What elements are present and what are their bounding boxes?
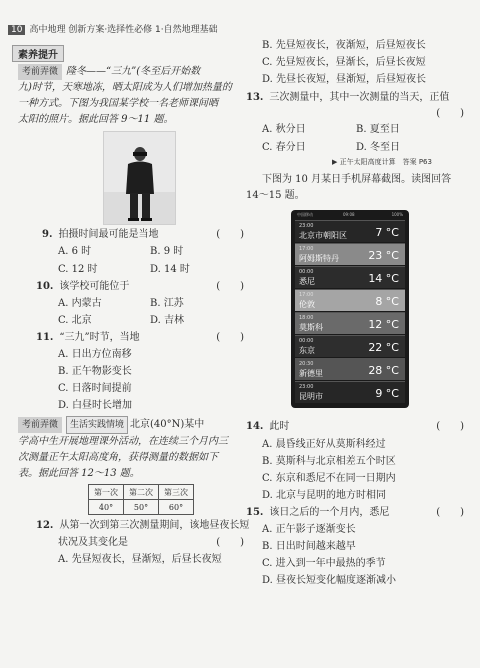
- q10-option-c: C. 北京: [58, 315, 92, 326]
- city-row: 20:30 新德里 28 °C: [295, 358, 405, 380]
- question-12: 12. 从第一次到第三次测量期间，该地昼夜长短: [36, 520, 250, 531]
- measurement-table: [88, 484, 194, 515]
- page-number: 10: [8, 25, 25, 35]
- table-cell: 60°: [159, 500, 194, 515]
- q13-option-d: D. 冬至日: [356, 142, 401, 153]
- intro-passage: 考前弄微 隆冬——“三九”(冬至后开始数 九)时节，天寒地冻，晒太阳成为人们增加热量的 一种方式。下图为我国某学校一名老师课间晒 太阳的照片。据此回答 9～11 题。: [18, 66, 232, 125]
- q14-option-c: C. 东京和悉尼不在同一日期内: [262, 473, 396, 484]
- city-row: 23:00 昆明市 9 °C: [295, 381, 405, 403]
- q15-option-a: A. 正午影子逐渐变长: [262, 524, 356, 535]
- answer-reference: ▶ 正午太阳高度计算 答案 P63: [332, 158, 432, 166]
- q11-option-c: C. 日落时间提前: [58, 383, 132, 394]
- q12-option-d: D. 先昼长夜短，昼渐短，后昼短夜长: [262, 74, 427, 85]
- q15-option-c: C. 进入到一年中最热的季节: [262, 558, 386, 569]
- section-title: 素养提升: [12, 45, 64, 62]
- table-cell: 50°: [124, 500, 159, 515]
- question-15: 15. 该日之后的一个月内，悉尼 ( ): [246, 507, 464, 518]
- q9-option-b: B. 9 时: [150, 246, 184, 257]
- question-13: 13. 三次测量中，其中一次测量的当天，正值: [246, 92, 450, 103]
- city-row: 18:00 莫斯科 12 °C: [295, 312, 405, 334]
- q14-option-d: D. 北京与昆明的地方时相同: [262, 490, 387, 501]
- intro2-passage: 考前弄微 生活实践情境 北京(40°N)某中 学高中生开展地理课外活动，在连续三个月内三 次测量正午太阳高度角，获得测量的数据如下 表。据此回答 12～13 题。: [18, 416, 246, 482]
- city-row: 23:00 北京市朝阳区 7 °C: [295, 220, 405, 242]
- city-row: 00:00 悉尼 14 °C: [295, 266, 405, 288]
- q14-option-b: B. 莫斯科与北京相差五个时区: [262, 456, 396, 467]
- question-12-line2: 状况及其变化是 ( ): [58, 537, 244, 548]
- q12-option-c: C. 先昼短夜长，昼渐长，后昼长夜短: [262, 57, 426, 68]
- q12-option-b: B. 先昼短夜长，夜渐短，后昼短夜长: [262, 40, 426, 51]
- phone-screenshot: [291, 210, 409, 408]
- question-14: 14. 此时 ( ): [246, 421, 464, 432]
- q13-option-c: C. 春分日: [262, 142, 306, 153]
- context-tag: 生活实践情境: [66, 416, 128, 434]
- intro3-passage: 下图为 10 月某日手机屏幕截图。读图回答 14～15 题。: [246, 174, 452, 201]
- teacher-figure-icon: [104, 132, 175, 224]
- page-header: [8, 22, 218, 35]
- q11-option-b: B. 正午物影变长: [58, 366, 132, 377]
- table-cell: 40°: [89, 500, 124, 515]
- q10-option-d: D. 吉林: [150, 315, 185, 326]
- city-row: 00:00 东京 22 °C: [295, 335, 405, 357]
- q15-option-d: D. 昼夜长短变化幅度逐渐减小: [262, 575, 397, 586]
- q12-option-a: A. 先昼短夜长，昼渐短，后昼长夜短: [58, 554, 222, 565]
- q9-option-c: C. 12 时: [58, 264, 98, 275]
- q9-option-d: D. 14 时: [150, 264, 190, 275]
- q9-option-a: A. 6 时: [58, 246, 92, 257]
- q11-option-d: D. 白昼时长增加: [58, 400, 133, 411]
- q10-option-b: B. 江苏: [150, 298, 184, 309]
- teacher-photo: [103, 131, 176, 225]
- header-text: 高中地理 创新方案·选择性必修 1·自然地理基础: [29, 25, 218, 35]
- table-header: 第三次: [159, 485, 194, 500]
- intro2-tag: 考前弄微: [18, 417, 62, 433]
- question-9: 9. 拍摄时间最可能是当地 ( ): [42, 229, 244, 240]
- q13-option-a: A. 秋分日: [262, 124, 306, 135]
- question-10: 10. 该学校可能位于 ( ): [36, 281, 244, 292]
- status-bar: 中国移动 09:08 100%: [297, 212, 403, 217]
- intro-tag: 考前弄微: [18, 64, 62, 80]
- question-11: 11. “三九”时节，当地 ( ): [36, 332, 244, 343]
- q14-option-a: A. 晨昏线正好从莫斯科经过: [262, 439, 386, 450]
- table-header: 第一次: [89, 485, 124, 500]
- q10-option-a: A. 内蒙古: [58, 298, 102, 309]
- city-row: 17:00 伦敦 8 °C: [295, 289, 405, 311]
- q11-option-a: A. 日出方位南移: [58, 349, 132, 360]
- q15-option-b: B. 日出时间越来越早: [262, 541, 356, 552]
- city-row: 17:00 阿姆斯特丹 23 °C: [295, 243, 405, 265]
- q13-option-b: B. 夏至日: [356, 124, 400, 135]
- table-header: 第二次: [124, 485, 159, 500]
